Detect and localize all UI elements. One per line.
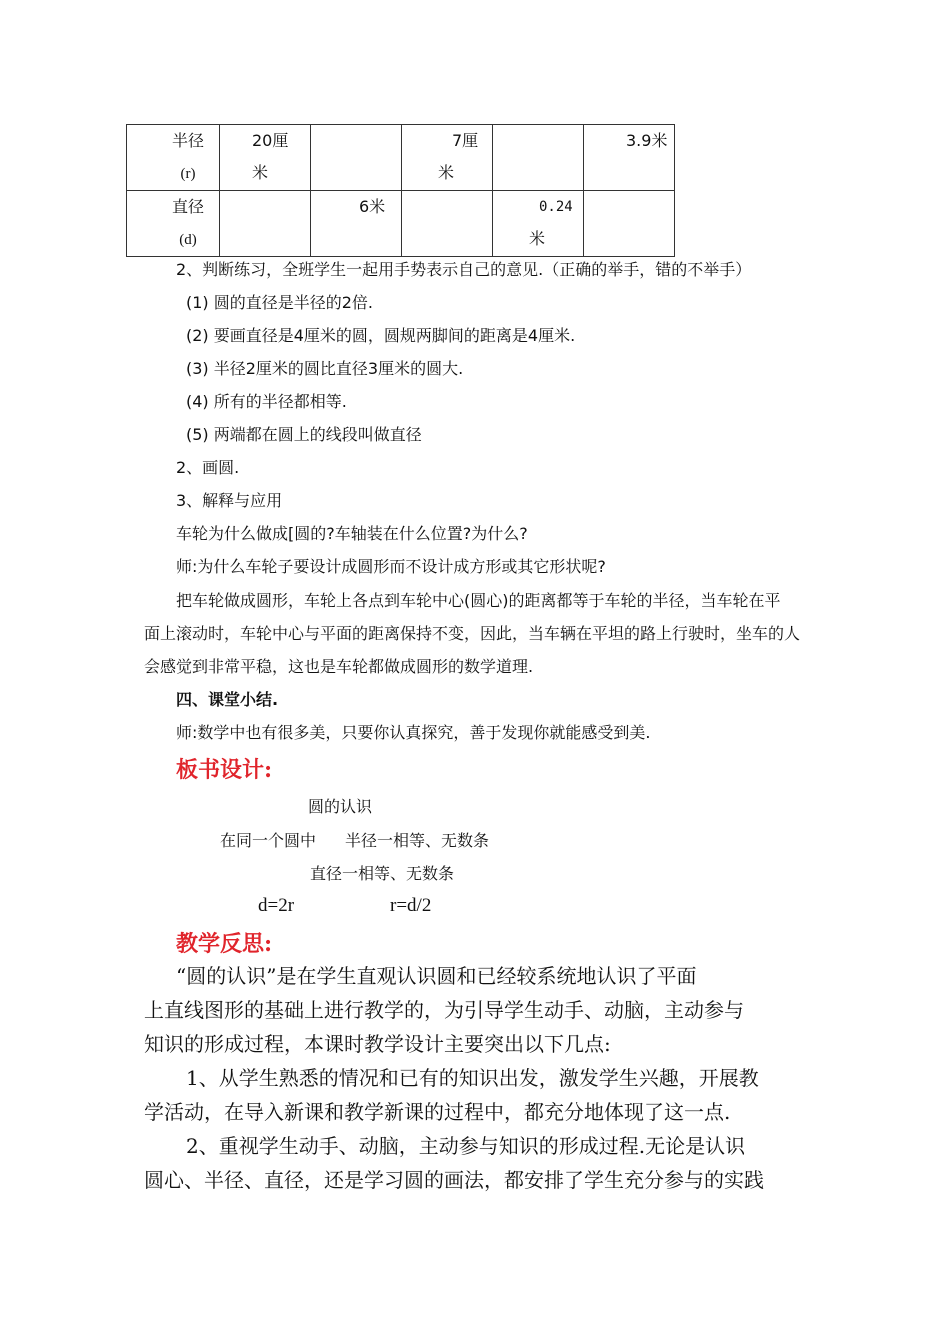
exercise-item: (2) 要画直径是4厘米的圆，圆规两脚间的距离是4厘米. bbox=[186, 326, 576, 345]
table-cell bbox=[220, 191, 311, 257]
table-cell bbox=[220, 125, 311, 191]
board-heading: 圆的认识 bbox=[308, 797, 373, 816]
table-cell bbox=[402, 191, 493, 257]
question-text: 师:为什么车轮子要设计成圆形而不设计成方形或其它形状呢? bbox=[176, 557, 606, 576]
reflection-line: 2、重视学生动手、动脑，主动参与知识的形成过程.无论是认识 bbox=[186, 1134, 746, 1158]
reflection-line: 学活动，在导入新课和教学新课的过程中，都充分地体现了这一点. bbox=[144, 1100, 731, 1124]
summary-title: 四、课堂小结. bbox=[176, 690, 279, 709]
radius-diameter-table bbox=[126, 124, 675, 257]
board-line: 在同一个圆中 bbox=[220, 831, 317, 850]
exercise-item: (5) 两端都在圆上的线段叫做直径 bbox=[186, 425, 422, 444]
draw-circle-step: 2、画圆. bbox=[176, 458, 240, 477]
exercise-title: 2、判断练习，全班学生一起用手势表示自己的意见.（正确的举手，错的不举手） bbox=[176, 260, 752, 279]
table-cell bbox=[493, 125, 584, 191]
exercise-item: (3) 半径2厘米的圆比直径3厘米的圆大. bbox=[186, 359, 464, 378]
paragraph-line: 面上滚动时，车轮中心与平面的距离保持不变，因此，当车辆在平坦的路上行驶时，坐车的人 bbox=[144, 624, 801, 643]
row-header-symbol: (r) bbox=[180, 166, 196, 182]
cell-value: 3.9米 bbox=[626, 131, 668, 150]
reflection-title: 教学反思: bbox=[176, 931, 273, 957]
cell-unit: 米 bbox=[252, 163, 269, 182]
table-header-cell bbox=[127, 191, 220, 257]
section-title: 3、解释与应用 bbox=[176, 491, 283, 510]
question-text: 车轮为什么做成[圆的?车轴装在什么位置?为什么? bbox=[176, 524, 528, 543]
cell-unit: 米 bbox=[438, 163, 455, 182]
table-cell bbox=[584, 125, 675, 191]
table-cell bbox=[311, 191, 402, 257]
board-line: 直径一相等、无数条 bbox=[310, 864, 455, 883]
table-cell bbox=[402, 125, 493, 191]
table-header-cell bbox=[127, 125, 220, 191]
cell-value: 0.24 bbox=[539, 199, 573, 215]
cell-value: 7厘 bbox=[452, 131, 479, 150]
board-design-title: 板书设计: bbox=[176, 757, 273, 783]
table-cell bbox=[311, 125, 402, 191]
paragraph-line: 会感觉到非常平稳，这也是车轮都做成圆形的数学道理. bbox=[144, 657, 534, 676]
row-header-symbol: (d) bbox=[179, 232, 197, 248]
table-cell bbox=[493, 191, 584, 257]
reflection-line: 上直线图形的基础上进行教学的，为引导学生动手、动脑，主动参与 bbox=[144, 998, 744, 1022]
reflection-line: “圆的认识”是在学生直观认识圆和已经较系统地认识了平面 bbox=[176, 964, 697, 988]
exercise-item: (1) 圆的直径是半径的2倍. bbox=[186, 293, 374, 312]
cell-unit: 米 bbox=[529, 229, 546, 248]
row-header-label: 直径 bbox=[171, 197, 204, 216]
reflection-line: 知识的形成过程，本课时教学设计主要突出以下几点: bbox=[144, 1032, 611, 1056]
reflection-line: 圆心、半径、直径，还是学习圆的画法，都安排了学生充分参与的实践 bbox=[144, 1168, 764, 1192]
board-line: 半径一相等、无数条 bbox=[345, 831, 490, 850]
paragraph-line: 把车轮做成圆形，车轮上各点到车轮中心(圆心)的距离都等于车轮的半径，当车轮在平 bbox=[176, 591, 781, 610]
reflection-line: 1、从学生熟悉的情况和已有的知识出发，激发学生兴趣，开展教 bbox=[186, 1066, 759, 1090]
cell-value: 20厘 bbox=[252, 131, 289, 150]
table-cell bbox=[584, 191, 675, 257]
exercise-item: (4) 所有的半径都相等. bbox=[186, 392, 347, 411]
formula-radius: r=d/2 bbox=[390, 895, 432, 916]
summary-text: 师:数学中也有很多美，只要你认真探究，善于发现你就能感受到美. bbox=[176, 723, 651, 742]
cell-value: 6米 bbox=[359, 197, 386, 216]
row-header-label: 半径 bbox=[171, 131, 204, 150]
formula-diameter: d=2r bbox=[258, 895, 295, 916]
table-row-diameter bbox=[127, 191, 675, 257]
table-row-radius bbox=[127, 125, 675, 191]
